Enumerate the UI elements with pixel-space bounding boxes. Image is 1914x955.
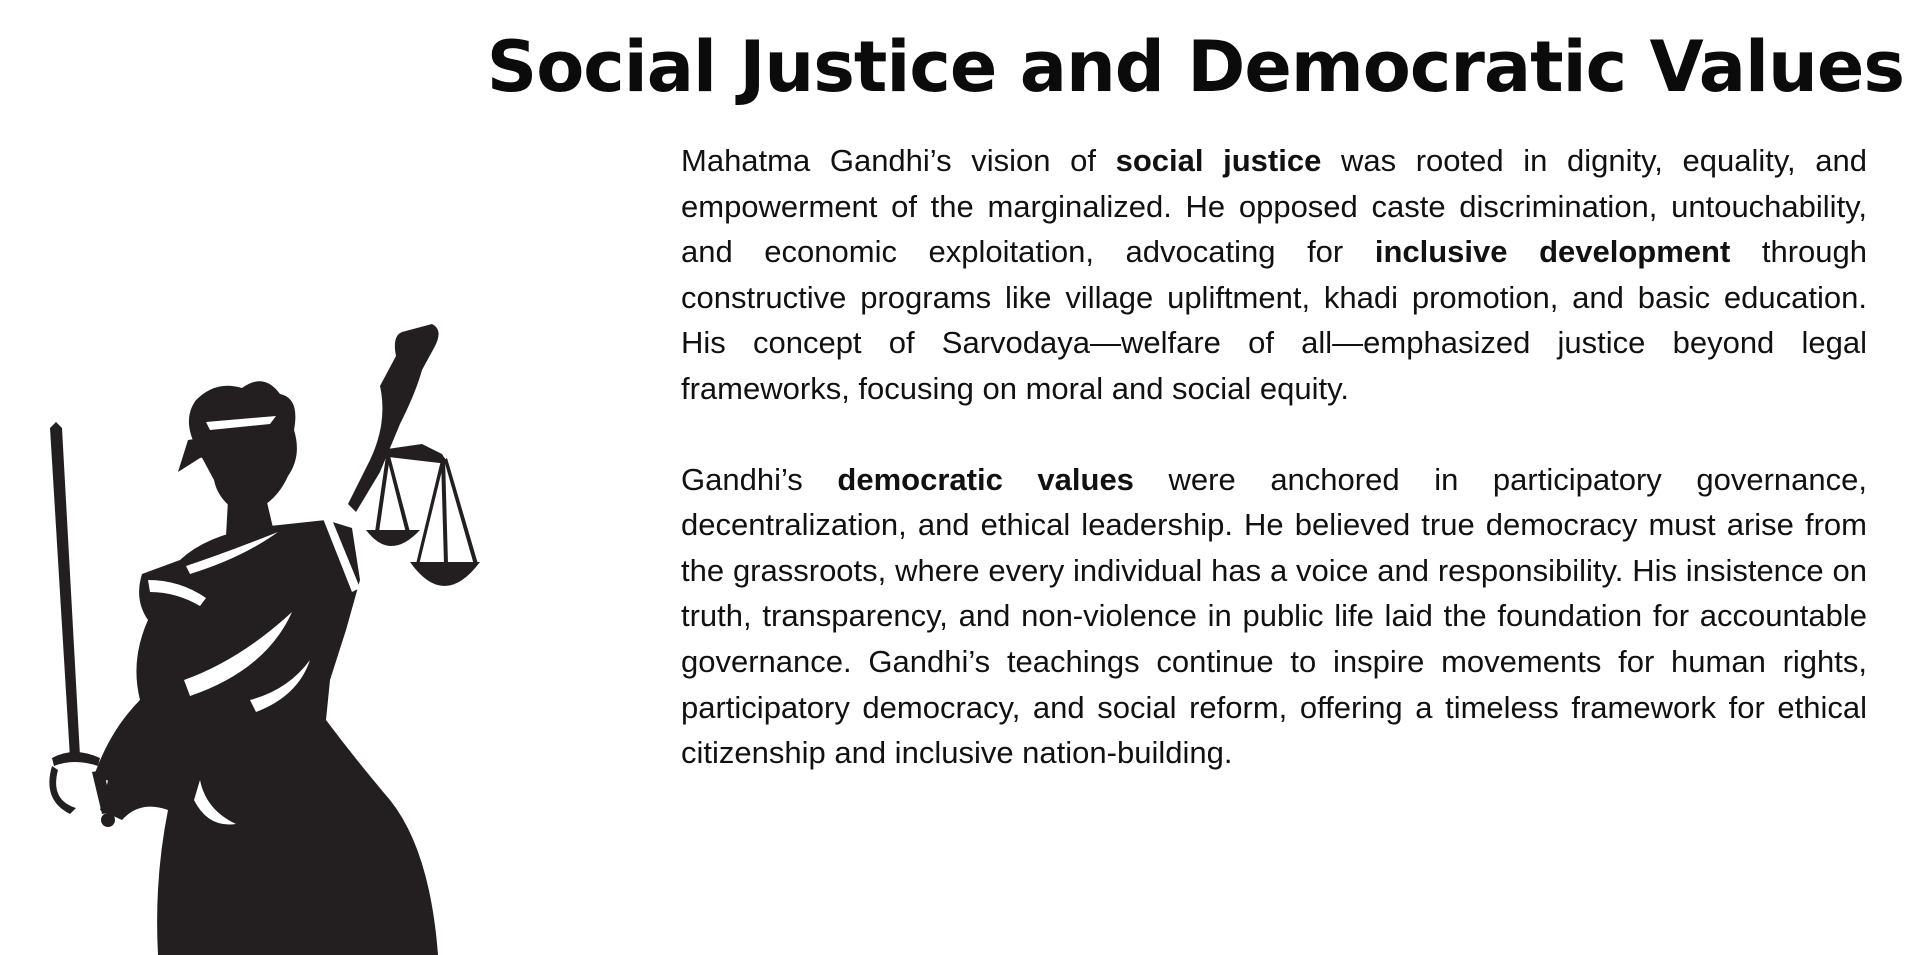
page-title: Social Justice and Democratic Values (486, 26, 1904, 108)
p1-text-middle: was rooted in dignity, equality, and empowerment of the marginalized. He opposed caste discrimination, untouchability, and economic exploitation, advocating for (681, 143, 1867, 270)
body-text (681, 138, 1867, 821)
term-social-justice: social justice (1115, 143, 1322, 178)
term-inclusive-development: inclusive development (1374, 234, 1731, 270)
p1-text-start: Mahatma Gandhi’s vision of (681, 143, 1116, 178)
p1-text-end: through constructive programs like village upliftment, khadi promotion, and basic education. His concept of Sarvodaya—welfare of all—emphasized justice beyond legal frameworks, focusing on moral and social equity. (681, 234, 1867, 406)
p2-text-end: were anchored in participatory governance, decentralization, and ethical leadership. He believed true democracy must arise from the grassroots, where every individual has a voice and responsibility. His insistence on truth, transparency, and non-violence in public life laid the foundation for accountable governance. Gandhi’s teachings continue to inspire movements for human rights, participatory democracy, and social reform, offering a timeless framework for ethical citizenship and inclusive nation-building. (681, 461, 1867, 771)
paragraph-democratic-values (681, 457, 1867, 776)
term-democratic-values: democratic values (837, 461, 1134, 497)
paragraph-social-justice (681, 138, 1867, 412)
lady-justice-silhouette-icon (30, 160, 600, 955)
p2-text-start: Gandhi’s (681, 461, 838, 497)
